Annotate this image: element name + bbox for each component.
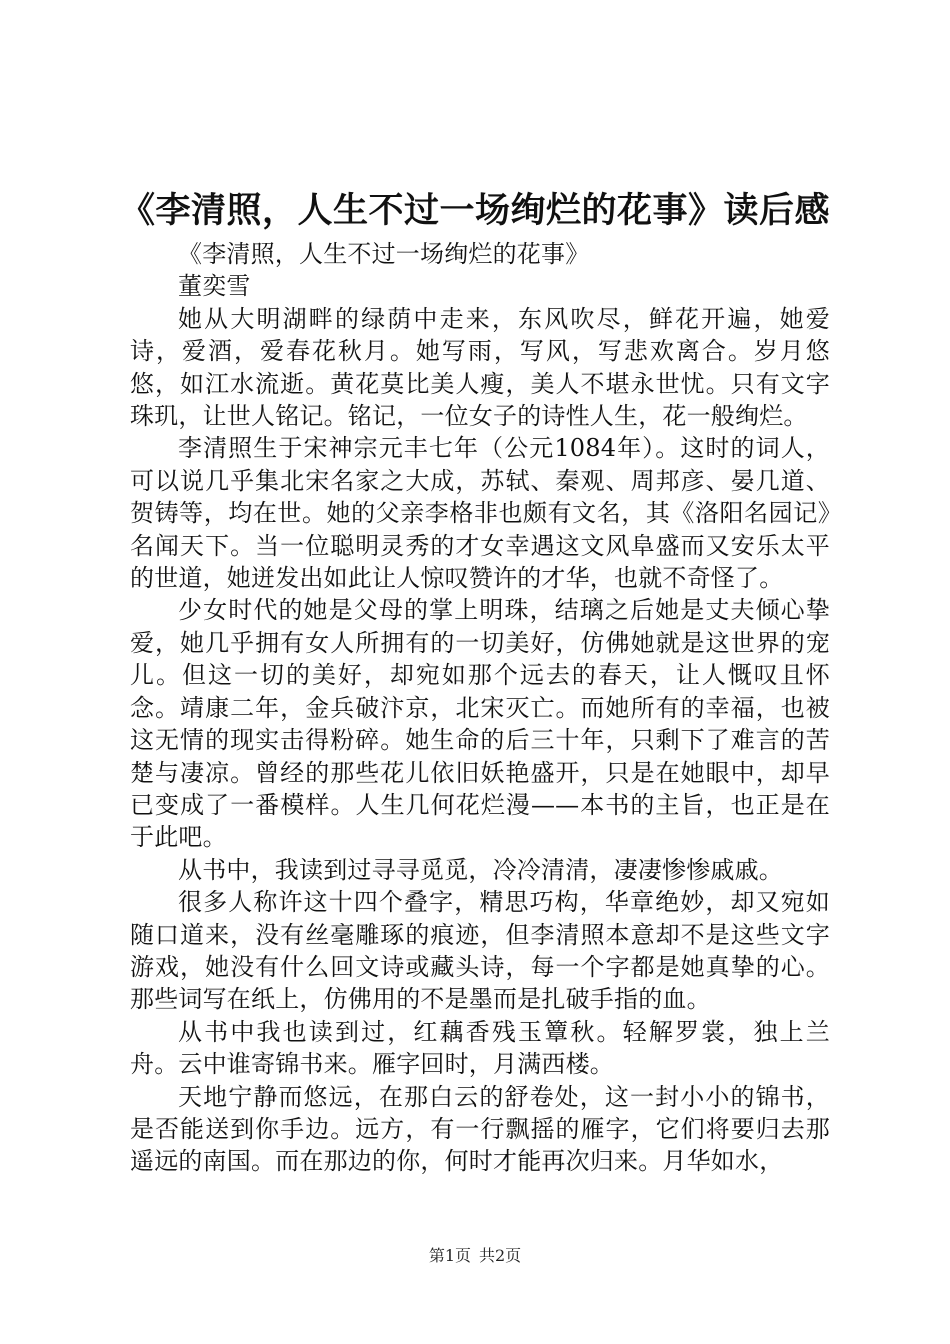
- document-body: [130, 238, 830, 1178]
- paragraph: 从书中，我读到过寻寻觅觅，冷冷清清，凄凄惨惨戚戚。: [178, 855, 783, 884]
- page-footer: [0, 1246, 950, 1266]
- paragraph: 天地宁静而悠远，在那白云的舒卷处，这一封小小的锦书，是否能送到你手边。远方，有一行飘摇的雁字，它们将要归去那遥远的南国。而在那边的你，何时才能再次归来。月华如水，: [130, 1082, 830, 1176]
- paragraph: 很多人称许这十四个叠字，精思巧构，华章绝妙，却又宛如随口道来，没有丝毫雕琢的痕迹，但李清照本意却不是这些文字游戏，她没有什么回文诗或藏头诗，每一个字都是她真挚的心。那些词写在纸上，仿佛用的不是墨而是扎破手指的血。: [130, 888, 830, 1014]
- paragraph: 她从大明湖畔的绿荫中走来，东风吹尽，鲜花开遍，她爱诗，爱酒，爱春花秋月。她写雨，写风，写悲欢离合。岁月悠悠，如江水流逝。黄花莫比美人瘦，美人不堪永世忧。只有文字珠玑，让世人铭记。铭记，一位女子的诗性人生，花一般绚烂。: [130, 304, 830, 431]
- document-title: 《李清照，人生不过一场绚烂的花事》读后感: [119, 190, 830, 231]
- paragraph: 从书中我也读到过，红藕香残玉簟秋。轻解罗裳，独上兰舟。云中谁寄锦书来。雁字回时，月满西楼。: [130, 1017, 830, 1079]
- paragraph: 李清照生于宋神宗元丰七年（公元1084年）。这时的词人，可以说几乎集北宋名家之大成，苏轼、秦观、周邦彦、晏几道、贺铸等，均在世。她的父亲李格非也颇有文名，其《洛阳名园记》名闻天下。当一位聪明灵秀的才女幸遇这文风阜盛而又安乐太平的世道，她迸发出如此让人惊叹赞许的才华，也就不奇怪了。: [130, 434, 830, 593]
- page-number: 第1页: [428, 1246, 471, 1265]
- author-line: 董奕雪: [178, 272, 251, 301]
- book-title-line: 《李清照，人生不过一场绚烂的花事》: [178, 240, 590, 268]
- page-total: 共2页: [479, 1246, 522, 1265]
- paragraph: 少女时代的她是父母的掌上明珠，结璃之后她是丈夫倾心挚爱，她几乎拥有女人所拥有的一切美好，仿佛她就是这世界的宠儿。但这一切的美好，却宛如那个远去的春天，让人慨叹且怀念。靖康二年，金兵破汴京，北宋灭亡。而她所有的幸福，也被这无情的现实击得粉碎。她生命的后三十年，只剩下了难言的苦楚与凄凉。曾经的那些花儿依旧妖艳盛开，只是在她眼中，却早已变成了一番模样。人生几何花烂漫——本书的主旨，也正是在于此吧。: [130, 596, 830, 852]
